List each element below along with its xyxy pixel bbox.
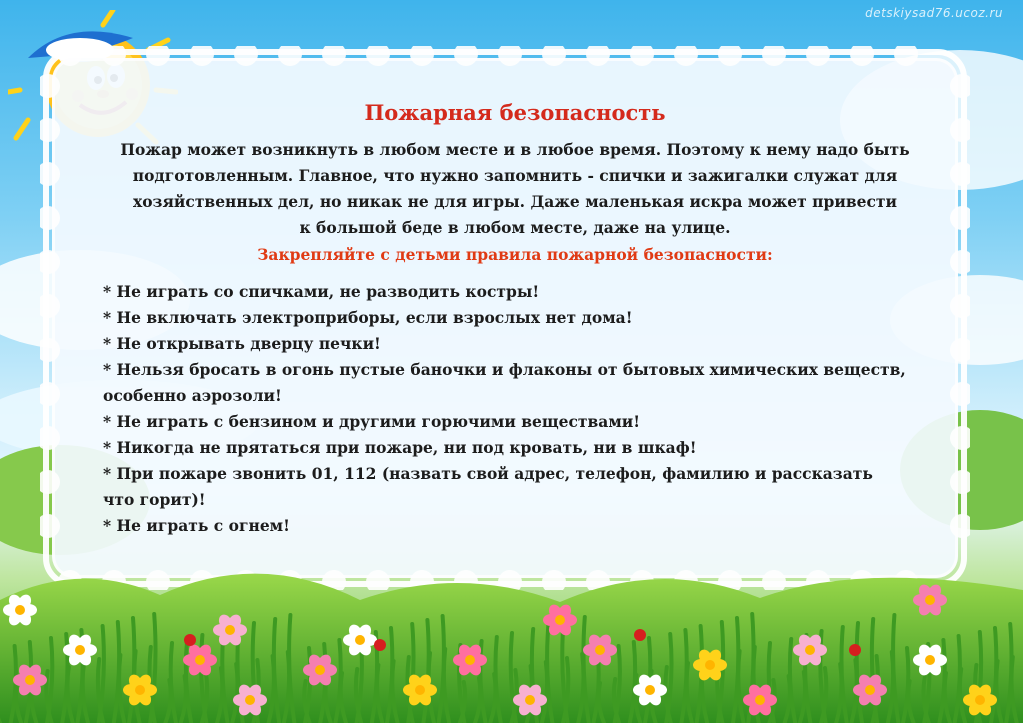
list-item: * При пожаре звонить 01, 112 (назвать свой адрес, телефон, фамилию и рассказать — [103, 464, 873, 483]
list-item: * Нельзя бросать в огонь пустые баночки и флаконы от бытовых химических веществ, — [103, 360, 906, 379]
page-title: Пожарная безопасность — [364, 100, 666, 125]
watermark-text: detskiysad76.ucoz.ru — [865, 6, 1003, 20]
list-item: * Не играть с огнем! — [103, 516, 290, 535]
intro-line: к большой беде в любом месте, даже на улице. — [299, 218, 731, 237]
list-item: * Не открывать дверцу печки! — [103, 334, 381, 353]
list-item: * Не включать электроприборы, если взрослых нет дома! — [103, 308, 633, 327]
list-item: * Не играть со спичками, не разводить костры! — [103, 282, 540, 301]
rules-heading: Закрепляйте с детьми правила пожарной безопасности: — [257, 245, 773, 264]
list-item: особенно аэрозоли! — [103, 386, 282, 405]
list-item: что горит)! — [103, 490, 206, 509]
intro-line: Пожар может возникнуть в любом месте и в любое время. Поэтому к нему надо быть — [120, 140, 910, 159]
flower-meadow — [0, 540, 1023, 723]
intro-line: подготовленным. Главное, что нужно запомнить - спички и зажигалки служат для — [132, 166, 898, 185]
article — [95, 96, 935, 539]
rules-list — [95, 279, 935, 539]
list-item: * Не играть с бензином и другими горючими веществами! — [103, 412, 641, 431]
list-item: * Никогда не прятаться при пожаре, ни под кровать, ни в шкаф! — [103, 438, 697, 457]
intro-paragraph — [95, 137, 935, 241]
intro-line: хозяйственных дел, но никак не для игры. Даже маленькая искра может привести — [132, 192, 898, 211]
